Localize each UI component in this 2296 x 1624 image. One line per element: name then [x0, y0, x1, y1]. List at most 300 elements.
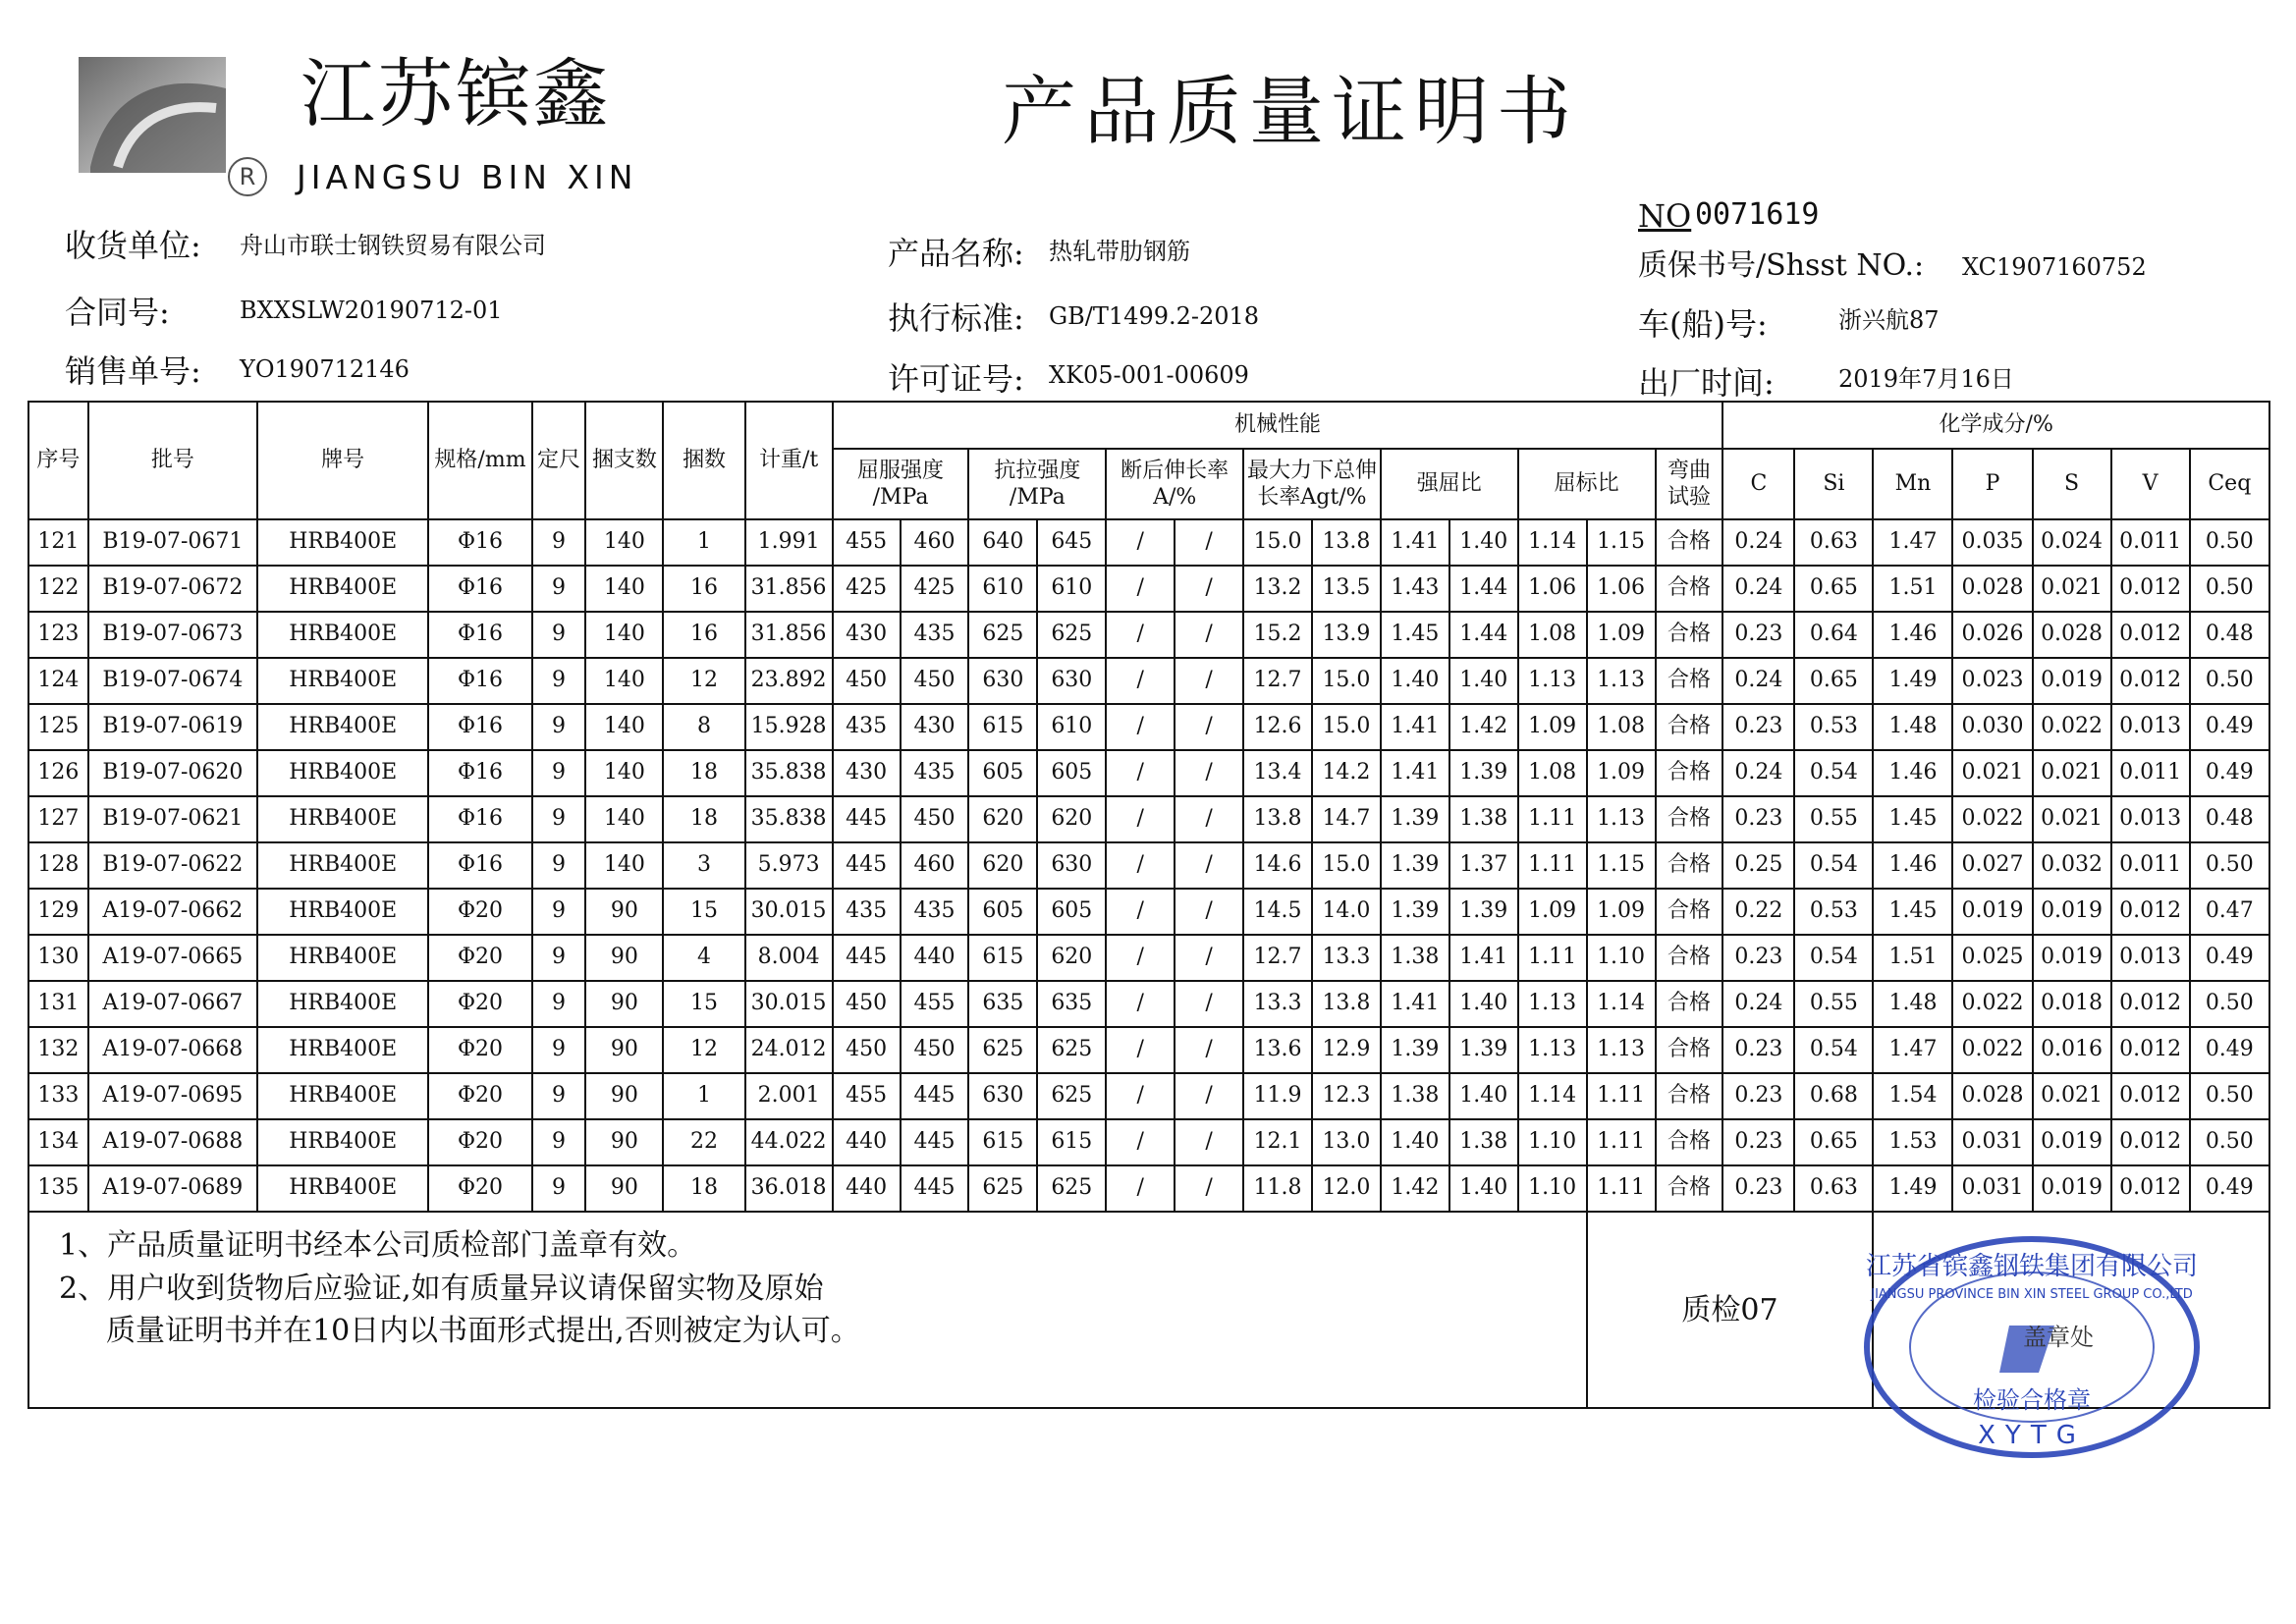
cell-y2: 435 — [901, 612, 969, 658]
license-label: 许可证号: — [888, 360, 1024, 398]
cell-len: 9 — [532, 750, 586, 796]
cell-s: 0.019 — [2033, 889, 2111, 935]
cell-t2: 625 — [1037, 1027, 1106, 1073]
cell-y2: 450 — [901, 1027, 969, 1073]
cell-g2: 14.7 — [1312, 796, 1381, 842]
cell-weight: 31.856 — [745, 612, 833, 658]
cell-s: 0.021 — [2033, 796, 2111, 842]
cell-pcs: 90 — [585, 1119, 663, 1165]
cell-s2: 1.15 — [1587, 519, 1656, 566]
table-row — [28, 658, 2269, 704]
cell-s: 0.018 — [2033, 981, 2111, 1027]
col-bend-header: 弯曲 试验 — [1656, 449, 1723, 519]
cell-r1: 1.38 — [1381, 1073, 1449, 1119]
table-row — [28, 750, 2269, 796]
cell-s1: 1.14 — [1518, 519, 1587, 566]
cell-seq: 125 — [28, 704, 88, 750]
cell-s1: 1.09 — [1518, 889, 1587, 935]
cell-grade: HRB400E — [257, 750, 428, 796]
cell-a2: / — [1175, 981, 1243, 1027]
cell-grade: HRB400E — [257, 1165, 428, 1212]
cell-mn: 1.51 — [1873, 935, 1952, 981]
cell-ceq: 0.49 — [2190, 750, 2269, 796]
standard-label: 执行标准: — [888, 299, 1024, 337]
cell-s1: 1.09 — [1518, 704, 1587, 750]
cell-s: 0.021 — [2033, 750, 2111, 796]
cell-seq: 130 — [28, 935, 88, 981]
cell-bend: 合格 — [1656, 842, 1723, 889]
cell-batch: A19-07-0667 — [88, 981, 257, 1027]
cell-y1: 455 — [833, 519, 901, 566]
cell-grade: HRB400E — [257, 566, 428, 612]
brand-name-cn: 江苏镔鑫 — [301, 50, 611, 137]
cell-p: 0.026 — [1952, 612, 2032, 658]
cell-seq: 122 — [28, 566, 88, 612]
vehicle-label: 车(船)号: — [1638, 305, 1768, 343]
cell-a2: / — [1175, 704, 1243, 750]
cell-a2: / — [1175, 519, 1243, 566]
inspection-stamp — [1862, 1235, 2202, 1459]
table-row — [28, 889, 2269, 935]
cell-len: 9 — [532, 796, 586, 842]
cell-weight: 30.015 — [745, 981, 833, 1027]
cell-s: 0.019 — [2033, 1165, 2111, 1212]
note-3: 质量证明书并在10日内以书面形式提出,否则被定为认可。 — [106, 1314, 860, 1348]
cell-s1: 1.10 — [1518, 1165, 1587, 1212]
cell-weight: 44.022 — [745, 1119, 833, 1165]
stamp-label: 盖章处 — [2023, 1324, 2094, 1351]
cell-t2: 625 — [1037, 612, 1106, 658]
cell-mn: 1.46 — [1873, 842, 1952, 889]
cell-r1: 1.41 — [1381, 704, 1449, 750]
cell-a1: / — [1106, 704, 1175, 750]
cell-r1: 1.45 — [1381, 612, 1449, 658]
cell-mn: 1.46 — [1873, 750, 1952, 796]
col-ratio-yield-header: 屈标比 — [1518, 449, 1656, 519]
cell-ceq: 0.49 — [2190, 1027, 2269, 1073]
cell-mn: 1.48 — [1873, 981, 1952, 1027]
col-chem-v: V — [2111, 449, 2190, 519]
receiver-value: 舟山市联士钢铁贸易有限公司 — [240, 232, 546, 259]
cert-no-label: 质保书号/Shsst NO.: — [1638, 248, 1925, 283]
cell-weight: 2.001 — [745, 1073, 833, 1119]
col-weight-header: 计重/t — [745, 402, 833, 519]
cell-bend: 合格 — [1656, 658, 1723, 704]
cell-s1: 1.10 — [1518, 1119, 1587, 1165]
cell-a1: / — [1106, 566, 1175, 612]
cell-ceq: 0.50 — [2190, 566, 2269, 612]
company-logo — [79, 49, 236, 182]
cell-s: 0.019 — [2033, 1119, 2111, 1165]
cell-g2: 12.9 — [1312, 1027, 1381, 1073]
cell-y1: 440 — [833, 1165, 901, 1212]
cell-r2: 1.40 — [1449, 981, 1518, 1027]
cell-g1: 13.2 — [1243, 566, 1312, 612]
cell-r2: 1.44 — [1449, 612, 1518, 658]
cell-s: 0.028 — [2033, 612, 2111, 658]
cell-bundles: 1 — [663, 1073, 744, 1119]
cell-spec: Φ16 — [428, 612, 531, 658]
cell-len: 9 — [532, 1119, 586, 1165]
cell-y2: 435 — [901, 750, 969, 796]
cell-s1: 1.08 — [1518, 750, 1587, 796]
col-tensile-header: 抗拉强度 /MPa — [968, 449, 1106, 519]
cell-si: 0.68 — [1794, 1073, 1873, 1119]
cell-bend: 合格 — [1656, 935, 1723, 981]
cell-p: 0.035 — [1952, 519, 2032, 566]
cell-y2: 460 — [901, 519, 969, 566]
col-yield-header: 屈服强度 /MPa — [833, 449, 969, 519]
cell-v: 0.011 — [2111, 750, 2190, 796]
cell-p: 0.021 — [1952, 750, 2032, 796]
cell-bundles: 18 — [663, 1165, 744, 1212]
cell-g2: 13.8 — [1312, 981, 1381, 1027]
cell-len: 9 — [532, 981, 586, 1027]
col-pcs-header: 捆支数 — [585, 402, 663, 519]
footer-notes — [28, 1212, 1587, 1408]
cell-v: 0.011 — [2111, 519, 2190, 566]
cell-s1: 1.14 — [1518, 1073, 1587, 1119]
cell-r1: 1.39 — [1381, 796, 1449, 842]
cell-t1: 625 — [968, 612, 1037, 658]
cell-p: 0.025 — [1952, 935, 2032, 981]
cell-si: 0.64 — [1794, 612, 1873, 658]
cell-mn: 1.49 — [1873, 658, 1952, 704]
cell-len: 9 — [532, 704, 586, 750]
cell-batch: A19-07-0695 — [88, 1073, 257, 1119]
cell-t2: 615 — [1037, 1119, 1106, 1165]
cell-si: 0.53 — [1794, 704, 1873, 750]
cell-r1: 1.39 — [1381, 889, 1449, 935]
col-elong-header: 断后伸长率 A/% — [1106, 449, 1243, 519]
cell-a2: / — [1175, 842, 1243, 889]
cell-weight: 31.856 — [745, 566, 833, 612]
cell-pcs: 140 — [585, 566, 663, 612]
cell-t1: 635 — [968, 981, 1037, 1027]
cell-grade: HRB400E — [257, 704, 428, 750]
cell-g1: 15.0 — [1243, 519, 1312, 566]
cell-r1: 1.38 — [1381, 935, 1449, 981]
cell-g1: 12.6 — [1243, 704, 1312, 750]
cell-a2: / — [1175, 612, 1243, 658]
cell-mn: 1.47 — [1873, 519, 1952, 566]
cell-si: 0.54 — [1794, 935, 1873, 981]
cell-r2: 1.39 — [1449, 889, 1518, 935]
cell-bend: 合格 — [1656, 1119, 1723, 1165]
cell-bundles: 16 — [663, 566, 744, 612]
contract-label: 合同号: — [65, 294, 170, 331]
cell-c: 0.23 — [1722, 704, 1794, 750]
cell-g1: 12.7 — [1243, 658, 1312, 704]
col-agt-header: 最大力下总伸 长率Agt/% — [1243, 449, 1381, 519]
cell-c: 0.24 — [1722, 519, 1794, 566]
cell-bundles: 18 — [663, 750, 744, 796]
cell-si: 0.63 — [1794, 519, 1873, 566]
cell-len: 9 — [532, 658, 586, 704]
cell-bend: 合格 — [1656, 1073, 1723, 1119]
mech-group-header: 机械性能 — [833, 402, 1723, 449]
cell-si: 0.55 — [1794, 981, 1873, 1027]
cell-batch: B19-07-0672 — [88, 566, 257, 612]
cell-p: 0.028 — [1952, 1073, 2032, 1119]
cell-weight: 1.991 — [745, 519, 833, 566]
license-value: XK05-001-00609 — [1049, 361, 1249, 389]
cell-v: 0.013 — [2111, 704, 2190, 750]
cell-pcs: 140 — [585, 658, 663, 704]
contract-value: BXXSLW20190712-01 — [240, 297, 503, 324]
cell-g2: 14.0 — [1312, 889, 1381, 935]
cell-g1: 15.2 — [1243, 612, 1312, 658]
cell-c: 0.24 — [1722, 750, 1794, 796]
table-row — [28, 796, 2269, 842]
cell-a2: / — [1175, 1119, 1243, 1165]
cell-g1: 14.5 — [1243, 889, 1312, 935]
cell-weight: 8.004 — [745, 935, 833, 981]
cell-s2: 1.13 — [1587, 796, 1656, 842]
col-chem-p: P — [1952, 449, 2032, 519]
vehicle-value: 浙兴航87 — [1838, 306, 1940, 334]
cell-t2: 620 — [1037, 796, 1106, 842]
cell-y1: 455 — [833, 1073, 901, 1119]
cell-y1: 450 — [833, 1027, 901, 1073]
date-value: 2019年7月16日 — [1838, 365, 2014, 393]
cell-r2: 1.40 — [1449, 1165, 1518, 1212]
cell-spec: Φ20 — [428, 1027, 531, 1073]
stamp-company-text: 江苏省镔鑫钢铁集团有限公司 — [1865, 1252, 2199, 1281]
cell-v: 0.012 — [2111, 1165, 2190, 1212]
cell-r1: 1.40 — [1381, 1119, 1449, 1165]
cell-s1: 1.08 — [1518, 612, 1587, 658]
cell-p: 0.031 — [1952, 1165, 2032, 1212]
cell-weight: 15.928 — [745, 704, 833, 750]
cell-mn: 1.53 — [1873, 1119, 1952, 1165]
cell-s1: 1.13 — [1518, 658, 1587, 704]
cell-bend: 合格 — [1656, 704, 1723, 750]
cell-r2: 1.44 — [1449, 566, 1518, 612]
cell-len: 9 — [532, 1027, 586, 1073]
cell-ceq: 0.50 — [2190, 519, 2269, 566]
cell-c: 0.22 — [1722, 889, 1794, 935]
cell-len: 9 — [532, 935, 586, 981]
cell-a1: / — [1106, 519, 1175, 566]
cell-len: 9 — [532, 612, 586, 658]
cell-pcs: 140 — [585, 842, 663, 889]
cell-len: 9 — [532, 1073, 586, 1119]
cell-weight: 36.018 — [745, 1165, 833, 1212]
cell-bundles: 8 — [663, 704, 744, 750]
cell-mn: 1.51 — [1873, 566, 1952, 612]
cell-v: 0.011 — [2111, 842, 2190, 889]
doc-no-label: NO — [1638, 197, 1692, 235]
cell-seq: 121 — [28, 519, 88, 566]
cell-t2: 625 — [1037, 1073, 1106, 1119]
cell-t1: 615 — [968, 1119, 1037, 1165]
cell-y2: 430 — [901, 704, 969, 750]
cell-y2: 450 — [901, 658, 969, 704]
cell-len: 9 — [532, 889, 586, 935]
cell-batch: A19-07-0665 — [88, 935, 257, 981]
cell-y2: 445 — [901, 1165, 969, 1212]
col-spec-header: 规格/mm — [428, 402, 531, 519]
cell-pcs: 140 — [585, 519, 663, 566]
note-1: 1、产品质量证明书经本公司质检部门盖章有效。 — [59, 1228, 697, 1263]
cell-spec: Φ20 — [428, 1119, 531, 1165]
cell-c: 0.23 — [1722, 1073, 1794, 1119]
cell-s2: 1.09 — [1587, 889, 1656, 935]
cell-seq: 129 — [28, 889, 88, 935]
col-batch-header: 批号 — [88, 402, 257, 519]
col-seq-header: 序号 — [28, 402, 88, 519]
cell-t1: 625 — [968, 1165, 1037, 1212]
cell-batch: A19-07-0689 — [88, 1165, 257, 1212]
cell-batch: A19-07-0668 — [88, 1027, 257, 1073]
inspector-cell: 质检07 — [1587, 1212, 1874, 1408]
cell-v: 0.012 — [2111, 1073, 2190, 1119]
cell-si: 0.54 — [1794, 1027, 1873, 1073]
cell-g2: 12.0 — [1312, 1165, 1381, 1212]
cell-weight: 35.838 — [745, 796, 833, 842]
cell-ceq: 0.49 — [2190, 704, 2269, 750]
cell-weight: 5.973 — [745, 842, 833, 889]
cell-grade: HRB400E — [257, 1027, 428, 1073]
cell-len: 9 — [532, 842, 586, 889]
standard-value: GB/T1499.2-2018 — [1049, 302, 1260, 330]
stamp-abbr: XYTG — [1978, 1421, 2086, 1450]
cell-r2: 1.40 — [1449, 658, 1518, 704]
cell-mn: 1.47 — [1873, 1027, 1952, 1073]
cell-g1: 11.8 — [1243, 1165, 1312, 1212]
cell-s: 0.021 — [2033, 1073, 2111, 1119]
table-row — [28, 519, 2269, 566]
cell-a2: / — [1175, 1165, 1243, 1212]
cell-t2: 610 — [1037, 566, 1106, 612]
table-row — [28, 842, 2269, 889]
cell-g1: 11.9 — [1243, 1073, 1312, 1119]
cell-a1: / — [1106, 935, 1175, 981]
cell-seq: 128 — [28, 842, 88, 889]
cell-bend: 合格 — [1656, 1027, 1723, 1073]
cell-seq: 134 — [28, 1119, 88, 1165]
table-row — [28, 612, 2269, 658]
cell-g2: 15.0 — [1312, 704, 1381, 750]
col-ratio-strength-header: 强屈比 — [1381, 449, 1518, 519]
cell-grade: HRB400E — [257, 612, 428, 658]
cell-spec: Φ20 — [428, 981, 531, 1027]
col-length-header: 定尺 — [532, 402, 586, 519]
cell-si: 0.55 — [1794, 796, 1873, 842]
cell-a1: / — [1106, 658, 1175, 704]
cell-batch: B19-07-0674 — [88, 658, 257, 704]
cell-spec: Φ16 — [428, 842, 531, 889]
cell-g2: 15.0 — [1312, 658, 1381, 704]
cell-si: 0.54 — [1794, 750, 1873, 796]
col-chem-c: C — [1722, 449, 1794, 519]
cell-bundles: 22 — [663, 1119, 744, 1165]
cell-y1: 445 — [833, 842, 901, 889]
cell-spec: Φ16 — [428, 519, 531, 566]
cell-a2: / — [1175, 750, 1243, 796]
registered-mark-icon: R — [228, 157, 267, 196]
cell-y2: 450 — [901, 796, 969, 842]
cell-y1: 430 — [833, 750, 901, 796]
cell-g2: 13.8 — [1312, 519, 1381, 566]
cell-ceq: 0.50 — [2190, 1119, 2269, 1165]
cell-s: 0.024 — [2033, 519, 2111, 566]
cell-y2: 460 — [901, 842, 969, 889]
cell-len: 9 — [532, 1165, 586, 1212]
cell-y1: 430 — [833, 612, 901, 658]
cell-a2: / — [1175, 1027, 1243, 1073]
cell-v: 0.012 — [2111, 889, 2190, 935]
cell-s1: 1.13 — [1518, 1027, 1587, 1073]
cell-g1: 12.1 — [1243, 1119, 1312, 1165]
cell-grade: HRB400E — [257, 519, 428, 566]
cell-si: 0.53 — [1794, 889, 1873, 935]
cell-si: 0.63 — [1794, 1165, 1873, 1212]
cell-weight: 35.838 — [745, 750, 833, 796]
cell-s: 0.019 — [2033, 658, 2111, 704]
cell-bend: 合格 — [1656, 796, 1723, 842]
cell-r2: 1.38 — [1449, 796, 1518, 842]
cell-a2: / — [1175, 796, 1243, 842]
date-label: 出厂时间: — [1638, 364, 1775, 402]
table-row — [28, 981, 2269, 1027]
cell-g1: 13.3 — [1243, 981, 1312, 1027]
cell-g1: 12.7 — [1243, 935, 1312, 981]
cell-weight: 30.015 — [745, 889, 833, 935]
cell-g2: 13.9 — [1312, 612, 1381, 658]
table-row — [28, 1119, 2269, 1165]
cell-y1: 450 — [833, 981, 901, 1027]
cell-pcs: 140 — [585, 704, 663, 750]
cell-a2: / — [1175, 658, 1243, 704]
cert-no-value: XC1907160752 — [1962, 253, 2147, 281]
cell-grade: HRB400E — [257, 658, 428, 704]
cell-r1: 1.39 — [1381, 1027, 1449, 1073]
cell-bundles: 18 — [663, 796, 744, 842]
cell-a1: / — [1106, 842, 1175, 889]
cell-s1: 1.11 — [1518, 842, 1587, 889]
cell-c: 0.23 — [1722, 1119, 1794, 1165]
cell-s1: 1.06 — [1518, 566, 1587, 612]
cell-a1: / — [1106, 796, 1175, 842]
cell-t1: 630 — [968, 658, 1037, 704]
cell-bend: 合格 — [1656, 519, 1723, 566]
cell-c: 0.23 — [1722, 935, 1794, 981]
cell-t1: 625 — [968, 1027, 1037, 1073]
cell-batch: B19-07-0673 — [88, 612, 257, 658]
cell-g1: 14.6 — [1243, 842, 1312, 889]
cell-v: 0.012 — [2111, 1119, 2190, 1165]
cell-grade: HRB400E — [257, 1073, 428, 1119]
cell-s: 0.019 — [2033, 935, 2111, 981]
cell-mn: 1.45 — [1873, 889, 1952, 935]
cell-r2: 1.42 — [1449, 704, 1518, 750]
cell-g2: 15.0 — [1312, 842, 1381, 889]
cell-spec: Φ20 — [428, 1073, 531, 1119]
cell-mn: 1.49 — [1873, 1165, 1952, 1212]
cell-a2: / — [1175, 889, 1243, 935]
cell-t2: 620 — [1037, 935, 1106, 981]
cell-a1: / — [1106, 750, 1175, 796]
cell-ceq: 0.50 — [2190, 981, 2269, 1027]
cell-r2: 1.41 — [1449, 935, 1518, 981]
cell-pcs: 140 — [585, 612, 663, 658]
cell-v: 0.012 — [2111, 566, 2190, 612]
cell-p: 0.031 — [1952, 1119, 2032, 1165]
cell-r1: 1.43 — [1381, 566, 1449, 612]
cell-pcs: 90 — [585, 981, 663, 1027]
